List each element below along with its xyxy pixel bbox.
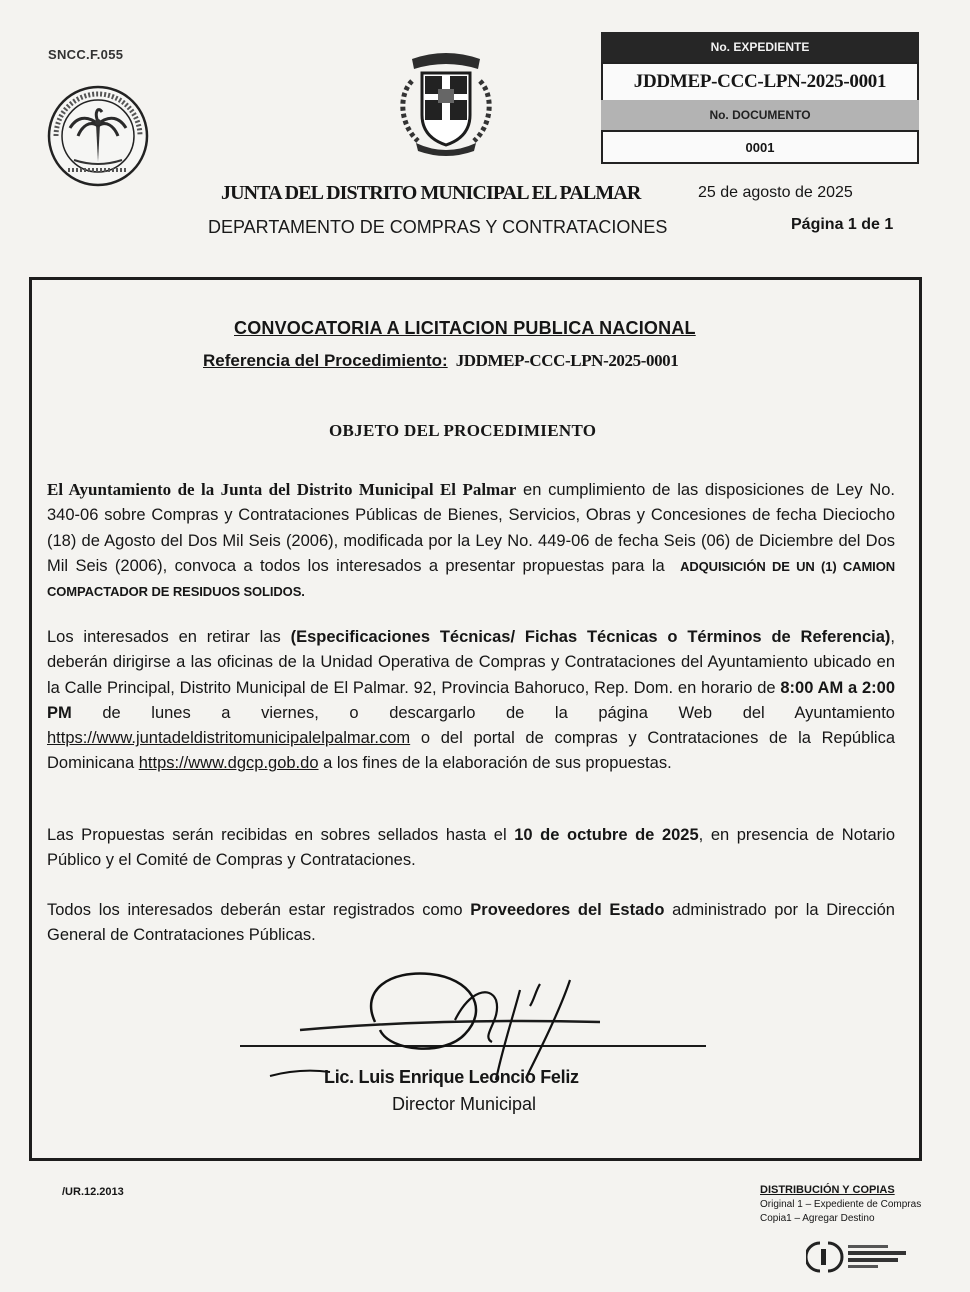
paragraph-convocatoria	[47, 477, 895, 604]
paragraph-text: , deberán dirigirse a las oficinas de la Unidad Operativa de Compras y Contrataciones del Ayuntamiento ubicado en la Calle Principal, Distrito Municipal de El Palmar. 92, Provincia Bahoruco, Rep. Dom. en horario de	[47, 628, 895, 697]
expediente-value: JDDMEP-CCC-LPN-2025-0001	[601, 62, 919, 102]
objeto-heading: OBJETO DEL PROCEDIMIENTO	[329, 421, 597, 440]
expediente-box	[601, 32, 919, 166]
dgcp-logo	[806, 1237, 916, 1277]
paragraph-propuestas	[47, 823, 895, 874]
proveedores-bold: Proveedores del Estado	[470, 901, 665, 919]
document-date: 25 de agosto de 2025	[698, 184, 853, 201]
department-name: DEPARTAMENTO DE COMPRAS Y CONTRATACIONES	[208, 217, 668, 237]
page-number: Página 1 de 1	[791, 216, 894, 233]
documento-value: 0001	[601, 130, 919, 164]
reference-label: Referencia del Procedimiento:	[203, 351, 448, 370]
deadline-date: 10 de octubre de 2025	[514, 826, 699, 844]
paragraph-text: Todos los interesados deberán estar registrados como	[47, 901, 463, 919]
organization-name: JUNTA DEL DISTRITO MUNICIPAL EL PALMAR	[221, 182, 641, 204]
paragraph-text: , en presencia de Notario Público y el Comité de Compras y Contrataciones.	[47, 826, 896, 870]
paragraph-text: a los fines de la elaboración de sus propuestas.	[323, 754, 672, 773]
ayuntamiento-name: El Ayuntamiento de la Junta del Distrito Municipal El Palmar	[47, 480, 517, 499]
paragraph-especificaciones	[47, 625, 895, 777]
ayuntamiento-website-link[interactable]: https://www.juntadeldistritomunicipalelpalmar.com	[47, 729, 411, 748]
distribution-original: Original 1 – Expediente de Compras	[760, 1199, 922, 1210]
especificaciones-bold: (Especificaciones Técnicas/ Fichas Técnicas o Términos de Referencia)	[290, 628, 891, 646]
documento-label: No. DOCUMENTO	[601, 100, 919, 130]
office-hours: 8:00 AM a 2:00 PM	[47, 678, 895, 722]
paragraph-text: Los interesados en retirar las	[47, 628, 281, 646]
distribution-title: DISTRIBUCIÓN Y COPIAS	[760, 1184, 895, 1196]
signatory-title: Director Municipal	[392, 1094, 537, 1114]
paragraph-text: de lunes a viernes, o descargarlo de la página Web del Ayuntamiento	[102, 703, 895, 722]
paragraph-text: en cumplimiento de las disposiciones de Ley No. 340-06 sobre Compras y Contrataciones Públicas de Bienes, Servicios, Obras y Concesiones de fecha Dieciocho (18) de Agosto del Dos Mil Seis (2006), modificada por la Ley No. 449-06 de fecha Seis (06) de Diciembre del Dos Mil Seis (2006), convoca a todos los interesados a presentar propuestas para la	[47, 481, 896, 575]
expediente-label: No. EXPEDIENTE	[601, 32, 919, 62]
distribution-copy: Copia1 – Agregar Destino	[760, 1213, 875, 1224]
reference-line	[203, 351, 678, 371]
form-code: SNCC.F.055	[48, 47, 124, 62]
dgcp-website-link[interactable]: https://www.dgcp.gob.do	[138, 754, 319, 773]
document-title: CONVOCATORIA A LICITACION PUBLICA NACIONAL	[234, 318, 696, 338]
paragraph-registro	[47, 898, 895, 949]
signatory-name: Lic. Luis Enrique Leoncio Feliz	[324, 1067, 579, 1087]
procurement-object: ADQUISICIÓN DE UN (1) CAMION COMPACTADOR DE RESIDUOS SOLIDOS.	[47, 558, 895, 600]
footer-code: /UR.12.2013	[62, 1186, 124, 1198]
paragraph-text: o del portal de compras y Contrataciones de la República Dominicana	[47, 729, 896, 773]
reference-value: JDDMEP-CCC-LPN-2025-0001	[455, 351, 679, 370]
paragraph-text: Las Propuestas serán recibidas en sobres sellados hasta el	[47, 826, 507, 844]
paragraph-text: administrado por la Dirección General de Contrataciones Públicas.	[47, 901, 895, 945]
coat-of-arms-logo	[392, 45, 500, 157]
municipal-seal-logo	[46, 84, 150, 188]
